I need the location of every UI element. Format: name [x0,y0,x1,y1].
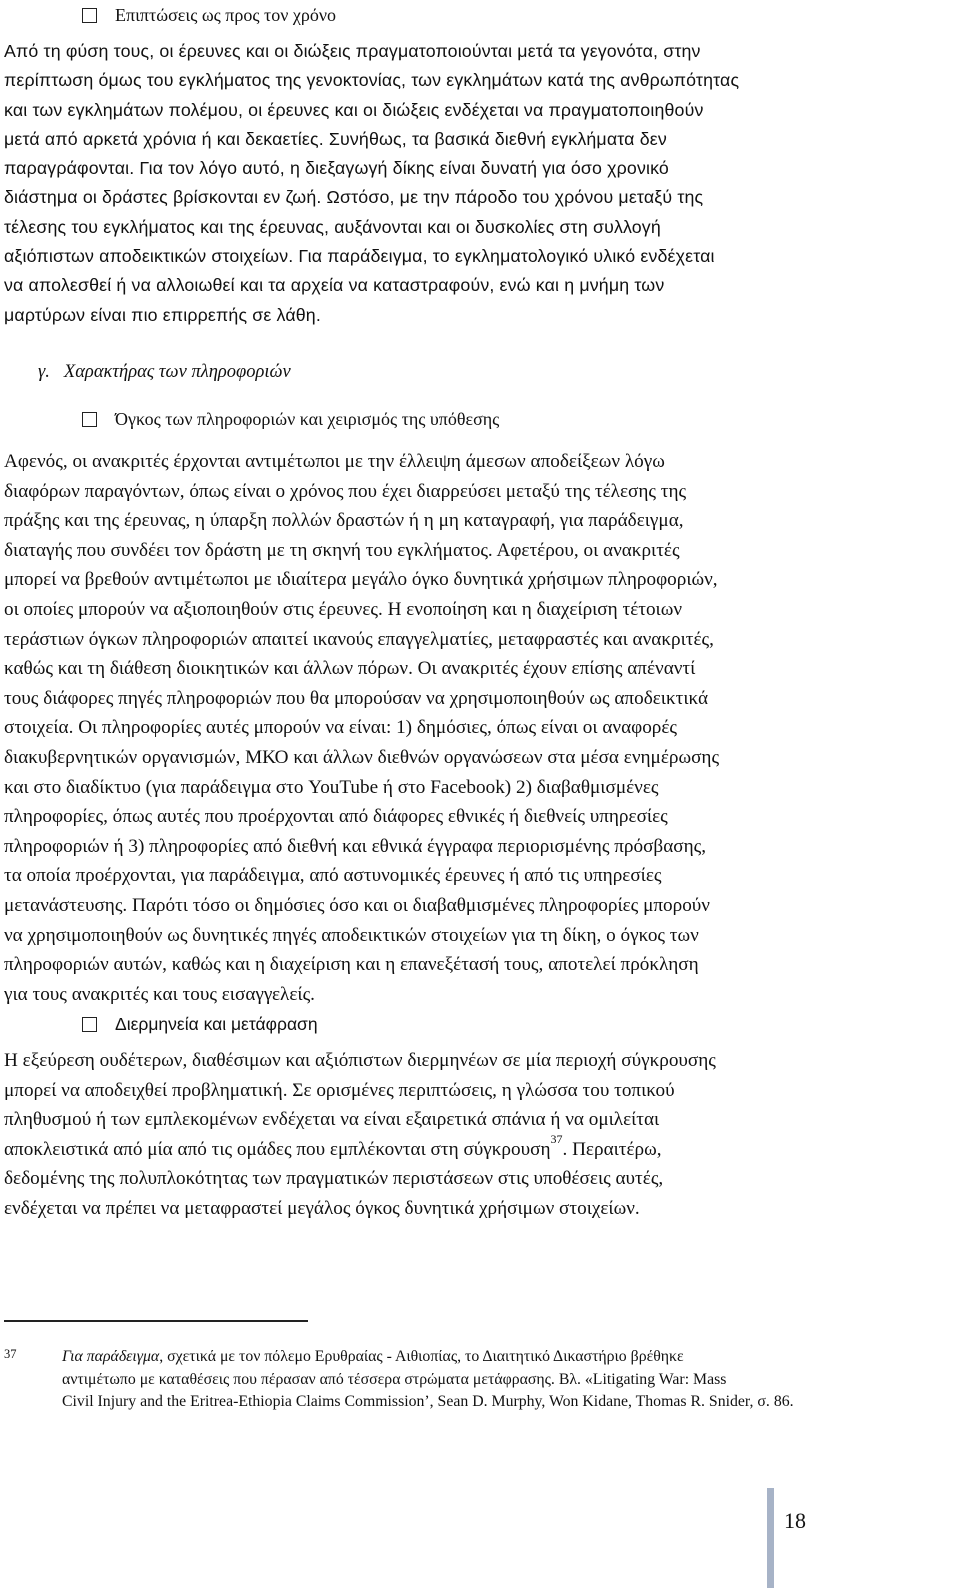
paragraph-interpretation-part2: . Περαιτέρω, δεδομένης της πολυπλοκότητας των πραγματικών περιστάσεων στις υποθέσεις αυτές, ενδέχεται να πρέπει να μεταφραστεί μεγάλος όγκος δυνητικά χρήσιμων στοιχείων. [4,1138,664,1219]
heading-time-effects [82,4,336,26]
paragraph-information-volume: Αφενός, οι ανακριτές έρχονται αντιμέτωποι με την έλλειψη άμεσων αποδείξεων λόγω διαφόρων παραγόντων, όπως είναι ο χρόνος που έχει διαρρεύσει μεταξύ της τέλεσης της πράξης και της έρευνας, η ύπαρξη πολλών δραστών ή η μη καταγραφή, για παράδειγμα, διαταγής που συνδέει τον δράστη με τη σκηνή του εγκλήματος. Αφετέρου, οι ανακριτές μπορεί να βρεθούν αντιμέτωποι με ιδιαίτερα μεγάλο όγκο δυνητικά χρήσιμων πληροφοριών, οι οποίες μπορούν να αξιοποιηθούν στις έρευνες. Η ενοποίηση και η διαχείριση τέτοιων τεράστιων όγκων πληροφοριών απαιτεί ικανούς επαγγελματίες, μεταφραστές και ανακριτές, καθώς και τη διάθεση διοικητικών και άλλων πόρων. Οι ανακριτές έχουν επίσης απέναντί τους διάφορες πηγές πληροφοριών που θα μπορούσαν να χρησιμοποιηθούν ως αποδεικτικά στοιχεία. Οι πληροφορίες αυτές μπορούν να είναι: 1) δημόσιες, όπως είναι οι αναφορές διακυβερνητικών οργανισμών, ΜΚΟ και άλλων διεθνών οργανώσεων στα μέσα ενημέρωσης και στο διαδίκτυο (για παράδειγμα στο YouTube ή στο Facebook) 2) διαβαθμισμένες πληροφορίες, όπως αυτές που προέρχονται από διάφορες εθνικές ή διεθνείς υπηρεσίες πληροφοριών ή 3) πληροφορίες από διεθνή και εθνικά έγγραφα περιορισμένης πρόσβασης, τα οποία προέρχονται, για παράδειγμα, από αστυνομικές έρευνες ή από τις υπηρεσίες μετανάστευσης. Παρότι τόσο οι δημόσιες όσο και οι διαβαθμισμένες πληροφορίες μπορούν να χρησιμοποιηθούν ως δυνητικές πηγές αποδεικτικών στοιχείων για τη δίκη, ο όγκος των πληροφοριών αυτών, καθώς και η διαχείριση και η επανεξέτασή τους, αποτελεί πρόκληση για τους ανακριτές και τους εισαγγελείς. [4,451,720,1005]
heading-interpretation [82,1013,318,1035]
footnote-separator [4,1320,308,1322]
paragraph-interpretation-part1: Η εξεύρεση ουδέτερων, διαθέσιμων και αξιόπιστων διερμηνέων σε μία περιοχή σύγκρουσης μπορεί να αποδειχθεί προβληματική. Σε ορισμένες περιπτώσεις, η γλώσσα του τοπικού πληθυσμού ή των εμπλεκομένων ενδέχεται να είναι εξαιρετικά σπάνια ή να ομιλείται αποκλειστικά από μία από τις ομάδες που εμπλέκονται στη σύγκρουση [4,1050,716,1160]
section-gamma-heading [38,362,291,383]
footnote-body: , σχετικά με τον πόλεμο Ερυθραίας - Αιθιοπίας, το Διαιτητικό Δικαστήριο βρέθηκε αντιμέτωπο με καταθέσεις που πέρασαν από τέσσερα στρώματα μετάφρασης. Βλ. «Litigating War: Mass Civil Injury and the Eritrea-Ethiopia Claims Commission’, Sean D. Murphy, Won Kidane, Thomas R. Snider, σ. 86. [62,1348,794,1410]
section-gamma-title: Χαρακτήρας των πληροφοριών [63,362,291,382]
heading-information-volume-label: Όγκος των πληροφοριών και χειρισμός της υπόθεσης [115,409,500,429]
section-gamma-letter: γ. [38,362,50,382]
footnote-italic-lead: Για παράδειγμα [62,1348,160,1365]
paragraph-interpretation [4,1046,956,1224]
page-number-bar [767,1488,774,1588]
heading-interpretation-label: Διερμηνεία και μετάφραση [115,1014,318,1034]
paragraph-time-effects: Από τη φύση τους, οι έρευνες και οι διώξεις πραγματοποιούνται μετά τα γεγονότα, στην περίπτωση όμως του εγκλήματος της γενοκτονίας, των εγκλημάτων κατά της ανθρωπότητας και των εγκλημάτων πολέμου, οι έρευνες και οι διώξεις ενδέχεται να πραγματοποιηθούν μετά από αρκετά χρόνια ή και δεκαετίες. Συνήθως, τα βασικά διεθνή εγκλήματα δεν παραγράφονται. Για τον λόγο αυτό, η διεξαγωγή δίκης είναι δυνατή για όσο χρονικό διάστημα οι δράστες βρίσκονται εν ζωή. Ωστόσο, με την πάροδο του χρόνου μεταξύ της τέλεσης του εγκλήματος και της έρευνας, αυξάνονται και οι δυσκολίες στη συλλογή αξιόπιστων αποδεικτικών στοιχείων. Για παράδειγμα, το εγκληματολογικό υλικό ενδέχεται να απολεσθεί ή να αλλοιωθεί και τα αρχεία να καταστραφούν, ενώ και η μνήμη των μαρτύρων είναι πιο επιρρεπής σε λάθη. [4,41,740,325]
footnote-text [62,1346,952,1414]
heading-time-effects-label: Επιπτώσεις ως προς τον χρόνο [115,5,336,25]
checkbox-icon [82,412,97,427]
heading-information-volume [82,408,499,430]
footnote-number: 37 [4,1347,17,1361]
checkbox-icon [82,8,97,23]
footnote-reference[interactable]: 37 [550,1132,563,1147]
checkbox-icon [82,1017,97,1032]
page-number: 18 [784,1508,806,1533]
